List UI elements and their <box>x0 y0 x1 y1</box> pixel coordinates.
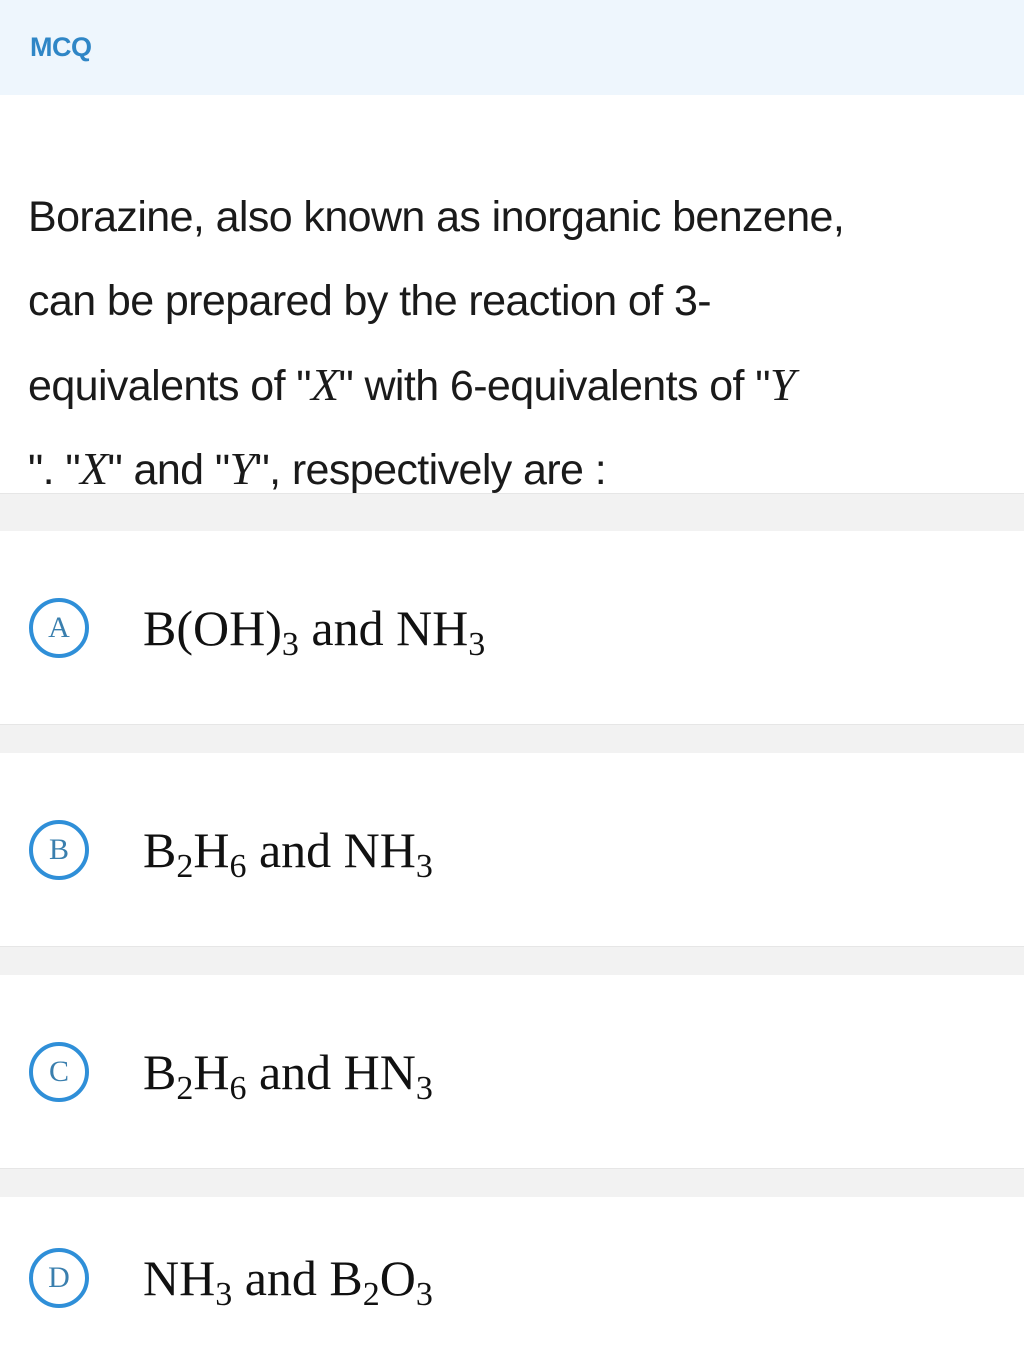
text: " and " <box>107 446 230 494</box>
option-letter-a: A <box>29 598 89 658</box>
divider <box>0 724 1024 753</box>
option-text <box>143 1249 433 1313</box>
question-text <box>0 95 1024 493</box>
header-bar <box>0 0 1024 95</box>
question-type-label: MCQ <box>30 32 92 62</box>
t: and HN <box>246 1043 416 1100</box>
option-b[interactable] <box>0 753 1024 946</box>
divider <box>0 946 1024 975</box>
t: B <box>143 821 177 878</box>
subscript: 2 <box>176 1069 194 1107</box>
variable-y: Y <box>229 443 255 494</box>
question-line: Borazine, also known as inorganic benzene, <box>28 193 845 241</box>
t: and NH <box>246 821 416 878</box>
subscript: 3 <box>281 625 299 663</box>
text: equivalents of " <box>28 362 311 410</box>
variable-x: X <box>80 443 108 494</box>
t: H <box>193 1043 230 1100</box>
subscript: 3 <box>415 1069 433 1107</box>
option-text <box>143 821 433 885</box>
subscript: 6 <box>229 847 247 885</box>
t: and NH <box>298 599 469 656</box>
t: O <box>379 1250 416 1306</box>
subscript: 2 <box>176 847 194 885</box>
option-letter-c: C <box>29 1042 89 1102</box>
t: B(OH) <box>143 599 282 656</box>
divider <box>0 1168 1024 1197</box>
subscript: 3 <box>415 1276 433 1313</box>
question-line: can be prepared by the reaction of 3- <box>28 277 711 325</box>
subscript: 3 <box>415 847 433 885</box>
option-text <box>143 599 486 663</box>
option-text <box>143 1043 433 1107</box>
option-a[interactable] <box>0 531 1024 724</box>
option-letter-b: B <box>29 820 89 880</box>
t: H <box>193 821 230 878</box>
subscript: 2 <box>362 1276 380 1313</box>
subscript: 3 <box>215 1276 233 1313</box>
t: and B <box>232 1250 363 1306</box>
option-d[interactable] <box>0 1197 1024 1359</box>
variable-x: X <box>310 359 339 410</box>
question-line <box>28 343 1004 427</box>
variable-y: Y <box>769 359 795 410</box>
option-letter-d: D <box>29 1248 89 1308</box>
text: ", respectively are : <box>254 446 607 494</box>
text: ". " <box>28 446 81 494</box>
subscript: 6 <box>229 1069 247 1107</box>
text: " with 6-equivalents of " <box>338 362 770 410</box>
subscript: 3 <box>468 625 486 663</box>
t: NH <box>143 1250 216 1306</box>
t: B <box>143 1043 177 1100</box>
option-c[interactable] <box>0 975 1024 1168</box>
